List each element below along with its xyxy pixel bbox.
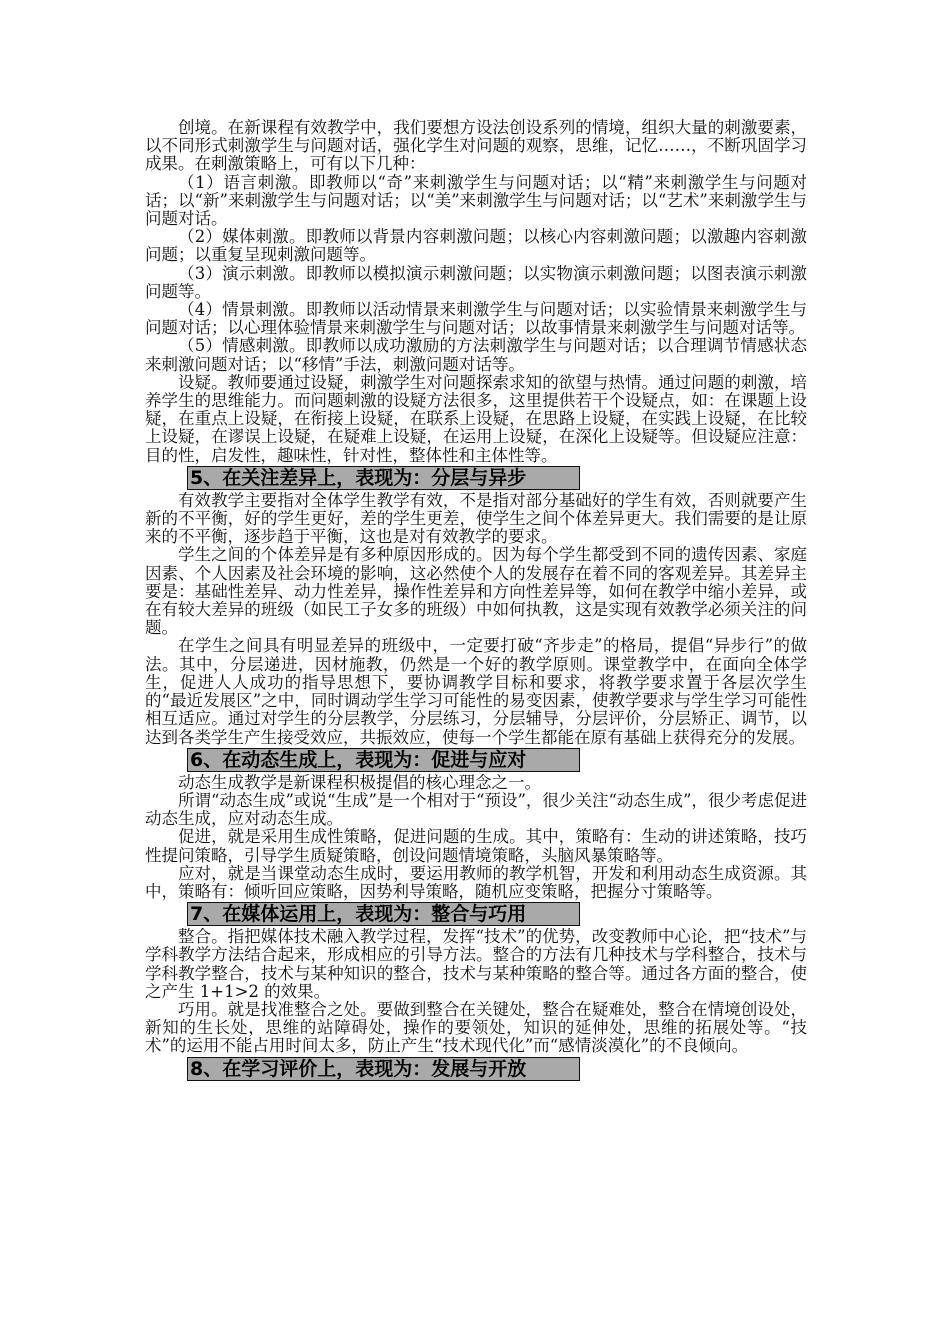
paragraph: 应对，就是当课堂动态生成时，要运用教师的教学机智，开发和利用动态生成资源。其中，策略有：倾听回应策略，因势利导策略，随机应变策略，把握分寸策略等。: [145, 863, 807, 901]
paragraph: 所谓“动态生成”或说“生成”是一个相对于“预设”，很少关注“动态生成”，很少考虑促进动态生成，应对动态生成。: [145, 790, 807, 829]
section-heading-5: 5、在关注差异上，表现为：分层与异步: [187, 466, 580, 490]
section-heading-8: 8、在学习评价上，表现为：发展与开放: [187, 1057, 580, 1081]
paragraph: 巧用。就是找准整合之处。要做到整合在关键处，整合在疑难处，整合在情境创设处，新知的生长处，思维的站障碍处，操作的要领处，知识的延伸处，思维的拓展处等。“技术”的运用不能占用时间太多，防止产生“技术现代化”而“感情淡漠化”的不良倾向。: [145, 999, 807, 1056]
paragraph: （5）情感刺激。即教师以成功激励的方法刺激学生与问题对话；以合理调节情感状态来刺激问题对话；以“移情”手法，刺激问题对话等。: [145, 336, 807, 374]
paragraph: （3）演示刺激。即教师以模拟演示刺激问题；以实物演示刺激问题；以图表演示刺激问题等。: [145, 263, 807, 301]
paragraph: 在学生之间具有明显差异的班级中，一定要打破“齐步走”的格局，提倡“异步行”的做法。其中，分层递进，因材施教，仍然是一个好的教学原则。课堂教学中，在面向全体学生，促进人人成功的指导思想下，要协调教学目标和要求，将教学要求置于各层次学生的“最近发展区”之中，同时调动学生学习可能性的易变因素，使教学要求与学生学习可能性相互适应。通过对学生的分层教学，分层练习，分层辅导，分层评价，分层矫正、调节，以达到各类学生产生接受效应，共振效应，使每一个学生都能在原有基础上获得充分的发展。: [145, 636, 807, 747]
paragraph: 设疑。教师要通过设疑，刺激学生对问题探索求知的欲望与热情。通过问题的刺激，培养学生的思维能力。而问题刺激的设疑方法很多，这里提供若干个设疑点，如：在课题上设疑，在重点上设疑，在衔接上设疑，在联系上设疑，在思路上设疑，在实践上设疑，在比较上设疑，在谬误上设疑，在疑难上设疑，在运用上设疑，在深化上设疑等。但设疑应注意：目的性，启发性，趣味性，针对性，整体性和主体性等。: [145, 372, 807, 465]
section-heading-7: 7、在媒体运用上，表现为：整合与巧用: [187, 902, 580, 926]
paragraph: （4）情景刺激。即教师以活动情景来刺激学生与问题对话；以实验情景来刺激学生与问题对话；以心理体验情景来刺激学生与问题对话；以故事情景来刺激学生与问题对话等。: [145, 300, 807, 338]
paragraph: 学生之间的个体差异是有多种原因形成的。因为每个学生都受到不同的遗传因素、家庭因素、个人因素及社会环境的影响，这必然使个人的发展存在着不同的客观差异。其差异主要是：基础性差异、动力性差异，操作性差异和方向性差异等，如何在教学中缩小差异，或在有较大差异的班级（如民工子女多的班级）中如何执教，这是实现有效教学必须关注的问题。: [145, 545, 807, 638]
paragraph: 整合。指把媒体技术融入教学过程，发挥“技术”的优势，改变教师中心论，把“技术”与学科教学方法结合起来，形成相应的引导方法。整合的方法有几种技术与学科整合，技术与学科教学整合，技术与某种知识的整合，技术与某种策略的整合等。通过各方面的整合，使之产生 1+1>2 的效果。: [145, 927, 807, 1001]
section-heading-6: 6、在动态生成上，表现为：促进与应对: [187, 748, 580, 772]
paragraph: 有效教学主要指对全体学生教学有效，不是指对部分基础好的学生有效，否则就要产生新的不平衡，好的学生更好，差的学生更差，使学生之间个体差异更大。我们需要的是让原来的不平衡，逐步趋于平衡，这也是对有效教学的要求。: [145, 490, 807, 547]
document-page: [145, 119, 807, 1083]
paragraph: 动态生成教学是新课程积极提倡的核心理念之一。: [178, 772, 541, 792]
paragraph: 促进，就是采用生成性策略，促进问题的生成。其中，策略有：生动的讲述策略，技巧性提问策略，引导学生质疑策略，创设问题情境策略，头脑风暴策略等。: [145, 827, 807, 865]
paragraph: 创境。在新课程有效教学中，我们要想方设法创设系列的情境，组织大量的刺激要素，以不同形式刺激学生与问题对话，强化学生对问题的观察，思维，记忆……，不断巩固学习成果。在刺激策略上，可有以下几种：: [145, 118, 807, 174]
paragraph: （1）语言刺激。即教师以“奇”来刺激学生与问题对话；以“精”来刺激学生与问题对话；以“新”来刺激学生与问题对话；以“美”来刺激学生与问题对话；以“艺术”来刺激学生与问题对话。: [145, 172, 807, 229]
paragraph: （2）媒体刺激。即教师以背景内容刺激问题；以核心内容刺激问题；以激趣内容刺激问题；以重复呈现刺激问题等。: [145, 227, 807, 265]
